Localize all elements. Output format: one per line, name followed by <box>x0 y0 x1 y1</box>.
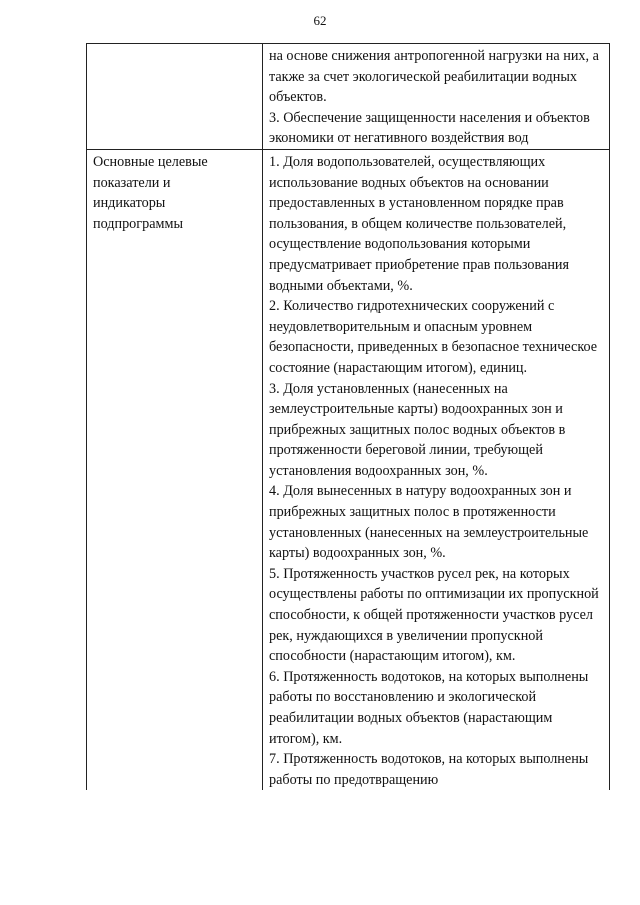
table-row <box>87 149 610 790</box>
indicator-item: 3. Доля установленных (нанесенных на землеустроительные карты) водоохранных зон и прибрежных защитных полос водных объектов в протяженности береговой линии, требующей установления водоохранных зон, %. <box>269 380 566 479</box>
content-paragraph: на основе снижения антропогенной нагрузки на них, а также за счет экологической реабилитации водных объектов. <box>269 48 599 106</box>
indicator-item: 4. Доля вынесенных в натуру водоохранных зон и прибрежных защитных полос в протяженности установленных (нанесенных на землеустроительные карты) водоохранных зон, %. <box>269 483 589 562</box>
row-content-cell <box>263 44 610 150</box>
indicator-item: 6. Протяженность водотоков, на которых выполнены работы по восстановлению и экологической реабилитации водных объектов (нарастающим итогом), км. <box>269 668 589 747</box>
row-label-cell <box>87 149 263 790</box>
indicator-item: 5. Протяженность участков русел рек, на которых осуществлены работы по оптимизации их пропускной способности, к общей протяженности участков русел рек, нуждающихся в увеличении пропускной способности (нарастающим итогом), км. <box>269 565 599 665</box>
table-row <box>87 44 610 150</box>
subprogram-passport-table <box>86 43 610 790</box>
indicator-item: 7. Протяженность водотоков, на которых выполнены работы по предотвращению <box>269 751 589 788</box>
indicator-item: 1. Доля водопользователей, осуществляющих использование водных объектов на основании предоставленных в установленном порядке прав пользования, в общем количестве пользователей, осуществление водопользования которыми предусматривает приобретение прав пользования водными объектами, %. <box>269 153 570 294</box>
row-label: Основные целевые показатели и индикаторы подпрограммы <box>93 153 208 232</box>
page-number: 62 <box>313 13 327 28</box>
indicator-item: 2. Количество гидротехнических сооружений с неудовлетворительным и опасным уровнем безопасности, приведенных в безопасное техническое состояние (нарастающим итогом), единиц. <box>269 298 598 376</box>
row-content-cell <box>263 149 610 790</box>
content-paragraph: 3. Обеспечение защищенности населения и объектов экономики от негативного воздействия вод <box>269 109 590 147</box>
row-label-cell <box>87 44 263 150</box>
